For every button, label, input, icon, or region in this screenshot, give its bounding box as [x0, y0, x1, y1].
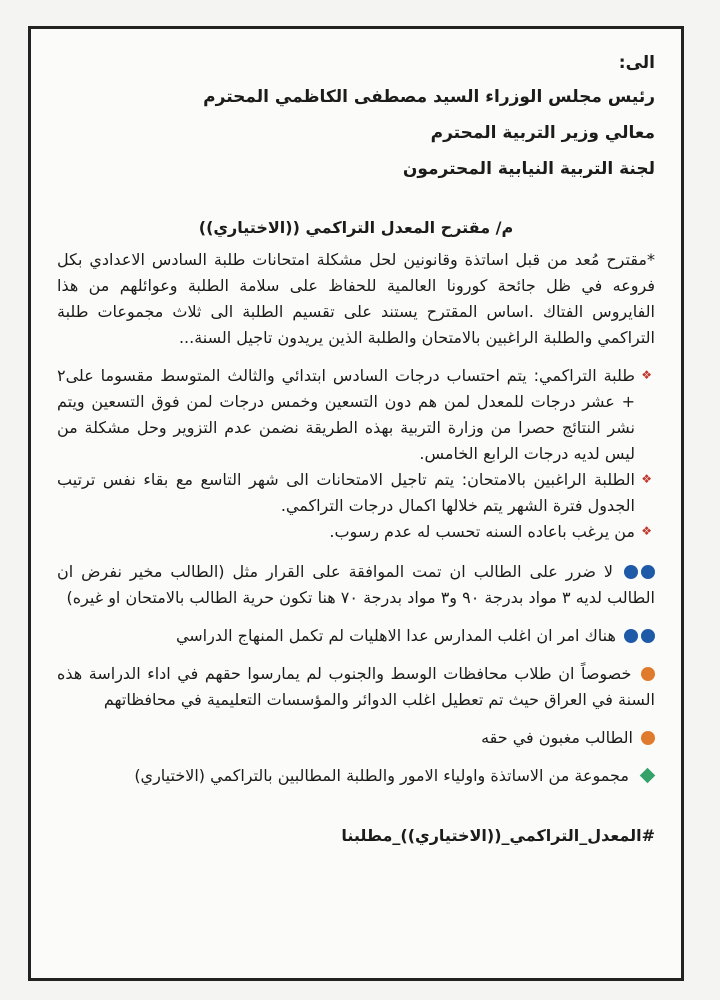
group-item: [57, 363, 655, 467]
point-text: هناك امر ان اغلب المدارس عدا الاهليات لم تكمل المنهاج الدراسي: [175, 626, 616, 645]
recipient-education-minister: معالي وزير التربية المحترم: [430, 123, 655, 143]
letter-subject: م/ مقترح المعدل التراكمي ((الاختياري)): [198, 218, 514, 237]
point-text: الطالب مغبون في حقه: [481, 728, 633, 747]
point-item: [57, 725, 655, 751]
blue-circle-icon: [641, 565, 655, 579]
red-diamond-bullet-icon: ❖: [641, 368, 652, 382]
blue-circle-icon: [624, 565, 638, 579]
group-item: [57, 519, 655, 545]
red-diamond-bullet-icon: ❖: [641, 524, 652, 538]
green-diamond-icon: [640, 768, 656, 784]
group-item: [57, 467, 655, 519]
intro-paragraph: *مقترح مُعد من قبل اساتذة وقانونين لحل مشكلة امتحانات طلبة السادس الاعدادي بكل فروعه في ظل جائحة كورونا العالمية للحفاظ على سلامة الطلبة وعوائلهم من هذا الفايروس الفتاك .اساس المقترح يستند على تقسيم الطلبة الى ثلاث مجموعات طلبة التراكمي والطلبة الراغبين بالامتحان والطلبة الذين يريدون تاجيل السنة...: [57, 250, 655, 347]
letter-page: [28, 26, 684, 981]
recipient-parliament-committee: لجنة التربية النيابية المحترمون: [402, 159, 655, 179]
group-text: من يرغب باعاده السنه تحسب له عدم رسوب.: [329, 522, 635, 541]
point-text: مجموعة من الاساتذة واولياء الامور والطلبة المطالبين بالتراكمي (الاختياري): [134, 766, 629, 785]
point-text: لا ضرر على الطالب ان تمت الموافقة على القرار مثل (الطالب مخير نفرض ان الطالب لديه ٣ مواد بدرجة ٩٠ و٣ مواد بدرجة ٧٠ هنا تكون حرية الطالب بالامتحان او غيره): [57, 562, 655, 607]
group-text: الطلبة الراغبين بالامتحان: يتم تاجيل الامتحانات الى شهر التاسع مع بقاء نفس ترتيب الجدول فترة الشهر يتم خلالها اكمال درجات التراكمي.: [57, 470, 635, 515]
red-diamond-bullet-icon: ❖: [641, 472, 652, 486]
group-text: طلبة التراكمي: يتم احتساب درجات السادس ابتدائي والثالث المتوسط مقسوما على٢ + عشر درجات للمعدل لمن هم دون التسعين وخمس درجات لمن فوق التسعين ويتم نشر النتائج حصرا من وزارة التربية بهذه الطريقة نضمن عدم التزوير وحل مشكلة من ليس لديه درجات الرابع الخامس.: [57, 366, 635, 463]
point-item: [57, 763, 655, 789]
orange-circle-icon: [641, 667, 655, 681]
blue-circle-icon: [641, 629, 655, 643]
point-item: [57, 623, 655, 649]
recipient-prime-minister: رئيس مجلس الوزراء السيد مصطفى الكاظمي المحترم: [203, 87, 655, 107]
orange-circle-icon: [641, 731, 655, 745]
to-label: الى:: [618, 53, 655, 73]
blue-circle-icon: [624, 629, 638, 643]
groups-list: [57, 363, 655, 545]
point-text: خصوصاً ان طلاب محافظات الوسط والجنوب لم يمارسوا حقهم في اداء الدراسة هذه السنة في العراق حيث تم تعطيل اغلب الدوائر والمؤسسات التعليمية في محافظاتهم: [57, 664, 655, 709]
point-item: [57, 559, 655, 611]
hashtag: #المعدل_التراكمي_((الاختياري))_مطلبنا: [341, 826, 655, 845]
point-item: [57, 661, 655, 713]
letter-content: [31, 29, 681, 849]
